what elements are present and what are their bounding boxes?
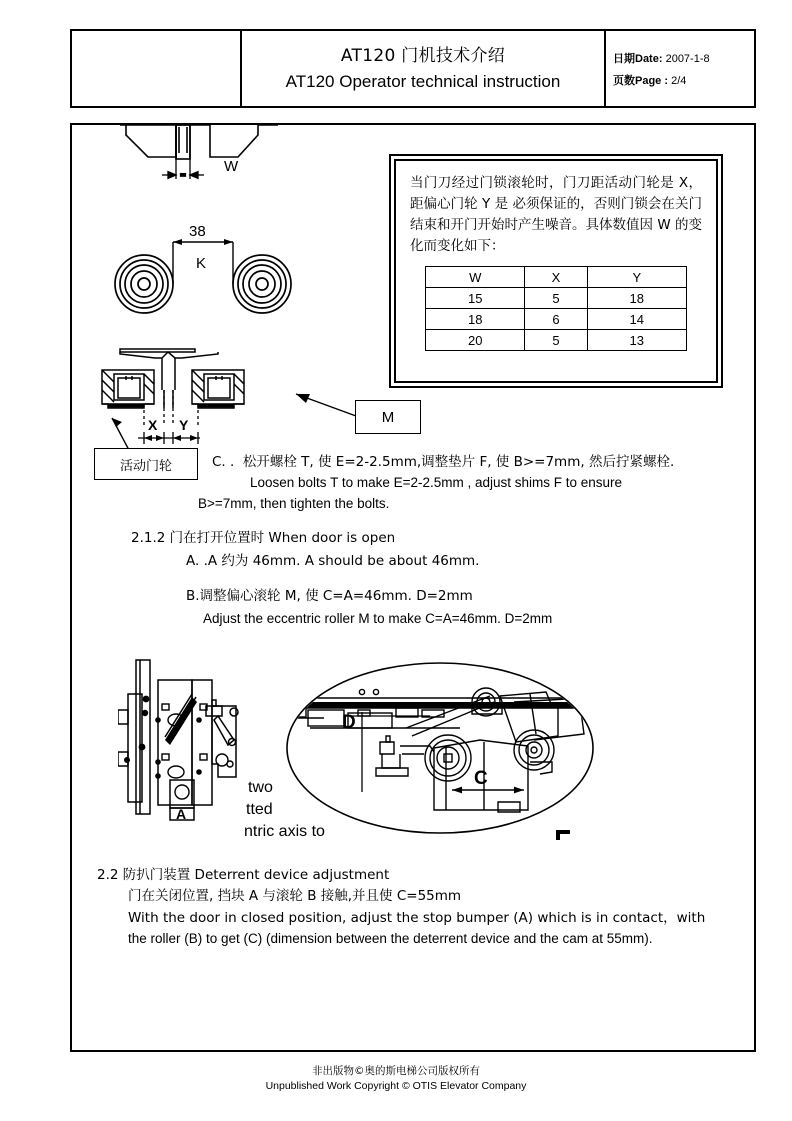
date-label-chinese: 日期: [613, 51, 635, 65]
section-2-1-2-item-b-chinese: B.调整偏心滚轮 M, 使 C=A=46mm. D=2mm: [186, 588, 473, 604]
table-row: [426, 288, 687, 309]
table-row: [426, 309, 687, 330]
page-footer: [0, 1064, 792, 1094]
label-d: D: [342, 712, 356, 733]
cell-x: 5: [525, 288, 587, 309]
header-page-row: [613, 72, 754, 88]
label-x: X: [148, 417, 158, 433]
section-2-2-heading: 2.2 防扒门装置 Deterrent device adjustment: [97, 867, 390, 883]
leader-line-m: [282, 386, 362, 426]
table-header-row: [426, 267, 687, 288]
roller-pair-drawing: [104, 222, 304, 332]
page-label-chinese: 页数: [613, 73, 635, 87]
cell-y: 14: [587, 309, 686, 330]
door-lock-mechanism-drawing: [118, 652, 248, 837]
header-date-row: [613, 50, 754, 66]
section-2-1-2-item-a: A. .A 约为 46mm. A should be about 46mm.: [186, 553, 480, 569]
copyright-chinese: 非出版物©奥的斯电梯公司版权所有: [312, 1065, 480, 1077]
label-k: K: [196, 255, 207, 272]
label-a: A: [176, 806, 187, 822]
date-label-english: Date:: [635, 52, 663, 65]
table-row: [426, 330, 687, 351]
section-2-2-chinese: 门在关闭位置, 挡块 A 与滚轮 B 接触,并且使 C=55mm: [128, 888, 462, 904]
callout-label-huodong-menlun: [94, 448, 198, 480]
date-value: 2007-1-8: [665, 52, 710, 65]
cell-x: 6: [525, 309, 587, 330]
callout-huodong-text: 活动门轮: [119, 458, 172, 474]
section-2-2-english-line2: the roller (B) to get (C) (dimension between the deterrent device and the cam at 55mm).: [128, 931, 653, 946]
col-header-x: X: [525, 267, 587, 288]
page-value: 2/4: [671, 74, 687, 87]
note-paragraph: 当门刀经过门锁滚轮时，门刀距活动门轮是 X，距偏心门轮 Y 是 必须保证的，否则门锁会在关门结束和开门开始时产生噪音。具体数值因 W 的变化而变化如下：: [410, 175, 702, 254]
eccentric-roller-detail-drawing: [284, 650, 596, 850]
col-header-w: W: [426, 267, 525, 288]
door-cam-profile-drawing: [118, 123, 288, 195]
step-c-line1: C. . 松开螺栓 T, 使 E=2-2.5mm,调整垫片 F, 使 B>=7mm, 然后拧紧螺栓.: [212, 454, 675, 470]
label-y: Y: [179, 417, 189, 433]
document-title-english: AT120 Operator technical instruction: [285, 71, 561, 91]
cell-y: 13: [587, 330, 686, 351]
cell-y: 18: [587, 288, 686, 309]
step-c-line2: Loosen bolts T to make E=2-2.5mm , adjust shims F to ensure: [250, 475, 623, 490]
callout-m-text: M: [381, 408, 395, 426]
label-c: C: [474, 768, 488, 789]
callout-label-m: [355, 400, 421, 434]
section-2-1-2-heading: 2.1.2 门在打开位置时 When door is open: [131, 530, 396, 546]
cell-w: 18: [426, 309, 525, 330]
label-w: W: [224, 158, 239, 175]
cell-w: 15: [426, 288, 525, 309]
header-title-cell: [242, 31, 606, 106]
copyright-english: Unpublished Work Copyright © OTIS Elevator Company: [265, 1080, 527, 1092]
header-meta-cell: [606, 31, 754, 106]
text-fragment-two: two: [248, 779, 273, 796]
page-label-english: Page :: [635, 74, 669, 87]
label-dim-38: 38: [189, 223, 206, 240]
wxy-table: [425, 266, 687, 351]
cell-x: 5: [525, 330, 587, 351]
step-c-line3: B>=7mm, then tighten the bolts.: [198, 496, 390, 511]
document-title-chinese: AT120 门机技术介绍: [340, 45, 506, 66]
section-2-2-english-line1: With the door in closed position, adjust the stop bumper (A) which is in contact，with: [128, 910, 706, 926]
cell-w: 20: [426, 330, 525, 351]
note-box-inner: [394, 159, 718, 383]
col-header-y: Y: [587, 267, 686, 288]
header-logo-cell: [72, 31, 242, 106]
header-table: [70, 29, 756, 108]
section-2-1-2-item-b-english: Adjust the eccentric roller M to make C=A=46mm. D=2mm: [203, 611, 553, 626]
note-box: [389, 154, 723, 388]
text-fragment-ntric-axis-to: ntric axis to: [244, 823, 325, 840]
text-fragment-tted: tted: [246, 801, 273, 818]
